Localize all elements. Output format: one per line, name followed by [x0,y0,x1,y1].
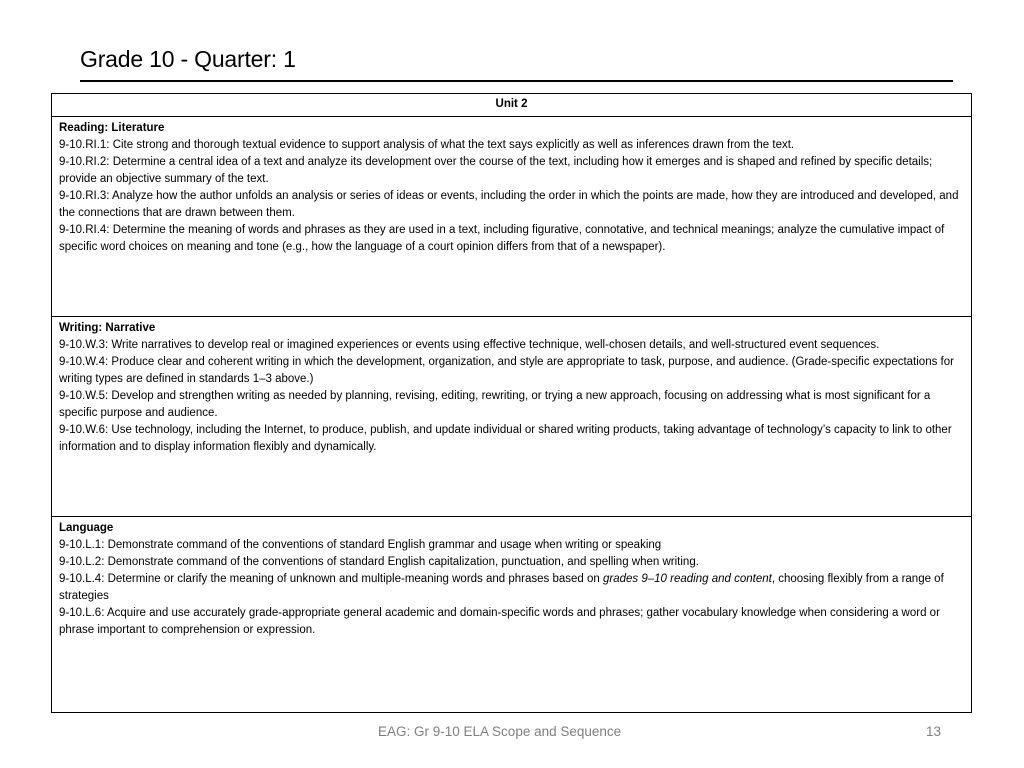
standard-item [59,571,965,605]
slide-title: Grade 10 - Quarter: 1 [80,46,296,72]
footer-text: EAG: Gr 9-10 ELA Scope and Sequence [378,724,622,739]
standard-item: 9-10.RI.1: Cite strong and thorough textual evidence to support analysis of what the text says explicitly as well as inferences drawn from the text. [59,139,795,151]
language-section [52,517,971,712]
section-heading: Reading: Literature [59,122,165,134]
standard-item: 9-10.RI.4: Determine the meaning of words and phrases as they are used in a text, including figurative, connotative, and technical meanings; analyze the cumulative impact of specific word choices on meaning and tone (e.g., how the language of a court opinion differs from that of a newspaper). [59,224,945,253]
standard-item: 9-10.W.4: Produce clear and coherent writing in which the development, organization, and style are appropriate to task, purpose, and audience. (Grade-specific expectations for writing types are defined in standards 1–3 above.) [59,356,954,385]
standard-item: 9-10.L.6: Acquire and use accurately grade-appropriate general academic and domain-specific words and phrases; gather vocabulary knowledge when considering a word or phrase important to comprehension or expression. [59,607,940,636]
standard-item: 9-10.W.6: Use technology, including the Internet, to produce, publish, and update individual or shared writing products, taking advantage of technology’s capacity to link to other information and to display information flexibly and dynamically. [59,424,952,453]
standard-text-before: 9-10.L.4: Determine or clarify the meaning of unknown and multiple-meaning words and phrases based on [59,573,604,585]
standards-table [51,93,972,713]
standard-text-italic: grades 9–10 reading and content [603,573,772,585]
standard-item: 9-10.L.1: Demonstrate command of the conventions of standard English grammar and usage when writing or speaking [59,539,662,551]
standard-item: 9-10.W.3: Write narratives to develop real or imagined experiences or events using effective technique, well-chosen details, and well-structured event sequences. [59,339,880,351]
title-divider [80,80,953,82]
section-heading: Language [59,522,114,534]
section-heading: Writing: Narrative [59,322,156,334]
standard-item: 9-10.RI.2: Determine a central idea of a text and analyze its development over the course of the text, including how it emerges and is shaped and refined by specific details; provide an objective summary of the text. [59,156,933,185]
unit-header: Unit 2 [52,94,971,117]
standard-item: 9-10.L.2: Demonstrate command of the conventions of standard English capitalization, punctuation, and spelling when writing. [59,556,699,568]
reading-literature-section [52,117,971,317]
writing-narrative-section [52,317,971,517]
page-number: 13 [926,724,942,739]
standard-item: 9-10.W.5: Develop and strengthen writing as needed by planning, revising, editing, rewriting, or trying a new approach, focusing on addressing what is most significant for a specific purpose and audience. [59,390,931,419]
standard-text-after: , choosing flexibly from a range of strategies [59,573,944,602]
standard-item: 9-10.RI.3: Analyze how the author unfolds an analysis or series of ideas or events, including the order in which the points are made, how they are introduced and developed, and the connections that are drawn between them. [59,190,959,219]
